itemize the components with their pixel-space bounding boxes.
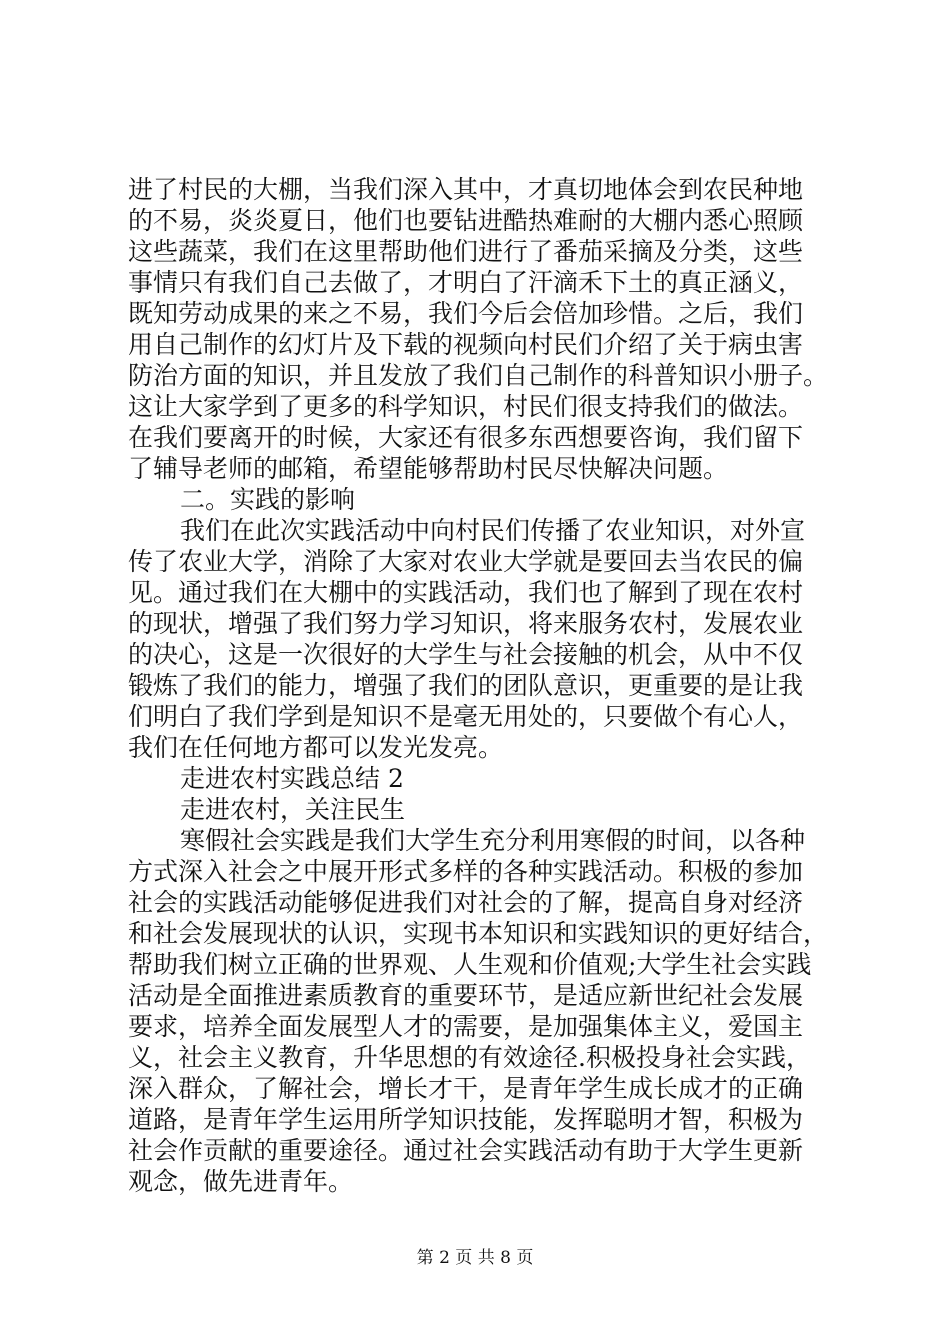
text-line: 要求，培养全面发展型人才的需要，是加强集体主义，爱国主 [128,1012,804,1041]
document-body [128,174,840,1197]
text-line: 我们在此次实践活动中向村民们传播了农业知识，对外宣 [180,516,806,545]
text-line: 深入群众，了解社会，增长才干，是青年学生成长成才的正确 [128,1074,804,1103]
text-line: 走进农村，关注民生 [180,795,406,824]
text-line: 的决心，这是一次很好的大学生与社会接触的机会，从中不仅 [128,640,804,669]
text-line: 社会作贡献的重要途径。通过社会实践活动有助于大学生更新 [128,1136,804,1165]
text-line: 的不易，炎炎夏日，他们也要钻进酷热难耐的大棚内悉心照顾 [128,206,804,235]
text-line: 观念，做先进青年。 [128,1167,354,1196]
text-line: 的现状，增强了我们努力学习知识，将来服务农村，发展农业 [128,609,804,638]
text-line: 寒假社会实践是我们大学生充分利用寒假的时间，以各种 [180,826,806,855]
text-line: 方式深入社会之中展开形式多样的各种实践活动。积极的参加 [128,857,804,886]
text-line: 我们在任何地方都可以发光发亮。 [128,733,504,762]
text-line: 既知劳动成果的来之不易，我们今后会倍加珍惜。之后，我们 [128,299,804,328]
text-line: 见。通过我们在大棚中的实践活动，我们也了解到了现在农村 [128,578,804,607]
text-line: 传了农业大学，消除了大家对农业大学就是要回去当农民的偏 [128,547,804,576]
text-line: 了辅导老师的邮箱，希望能够帮助村民尽快解决问题。 [128,454,729,483]
text-line: 们明白了我们学到是知识不是毫无用处的，只要做个有心人， [128,702,804,731]
text-line: 活动是全面推进素质教育的重要环节，是适应新世纪社会发展 [128,981,804,1010]
text-line: 帮助我们树立正确的世界观、人生观和价值观;大学生社会实践 [128,950,812,979]
text-line: 锻炼了我们的能力，增强了我们的团队意识，更重要的是让我 [128,671,804,700]
text-line: 用自己制作的幻灯片及下载的视频向村民们介绍了关于病虫害 [128,330,804,359]
text-line: 这些蔬菜，我们在这里帮助他们进行了番茄采摘及分类，这些 [128,237,804,266]
page-number-label: 第 2 页 共 8 页 [416,1248,534,1268]
text-line: 事情只有我们自己去做了，才明白了汗滴禾下土的真正涵义， [128,268,804,297]
text-line: 和社会发展现状的认识，实现书本知识和实践知识的更好结合， [128,919,829,948]
text-line: 这让大家学到了更多的科学知识，村民们很支持我们的做法。 [128,392,804,421]
text-line: 防治方面的知识，并且发放了我们自己制作的科普知识小册子。 [128,361,829,390]
text-line: 二。实践的影响 [180,485,356,514]
text-line: 在我们要离开的时候，大家还有很多东西想要咨询，我们留下 [128,423,804,452]
text-line: 进了村民的大棚，当我们深入其中，才真切地体会到农民种地 [128,175,804,204]
text-line: 社会的实践活动能够促进我们对社会的了解，提高自身对经济 [128,888,804,917]
text-line: 走进农村实践总结 2 [180,764,404,793]
text-line: 道路，是青年学生运用所学知识技能，发挥聪明才智，积极为 [128,1105,804,1134]
text-line: 义，社会主义教育，升华思想的有效途径.积极投身社会实践， [128,1043,811,1072]
page-footer [0,1247,950,1269]
